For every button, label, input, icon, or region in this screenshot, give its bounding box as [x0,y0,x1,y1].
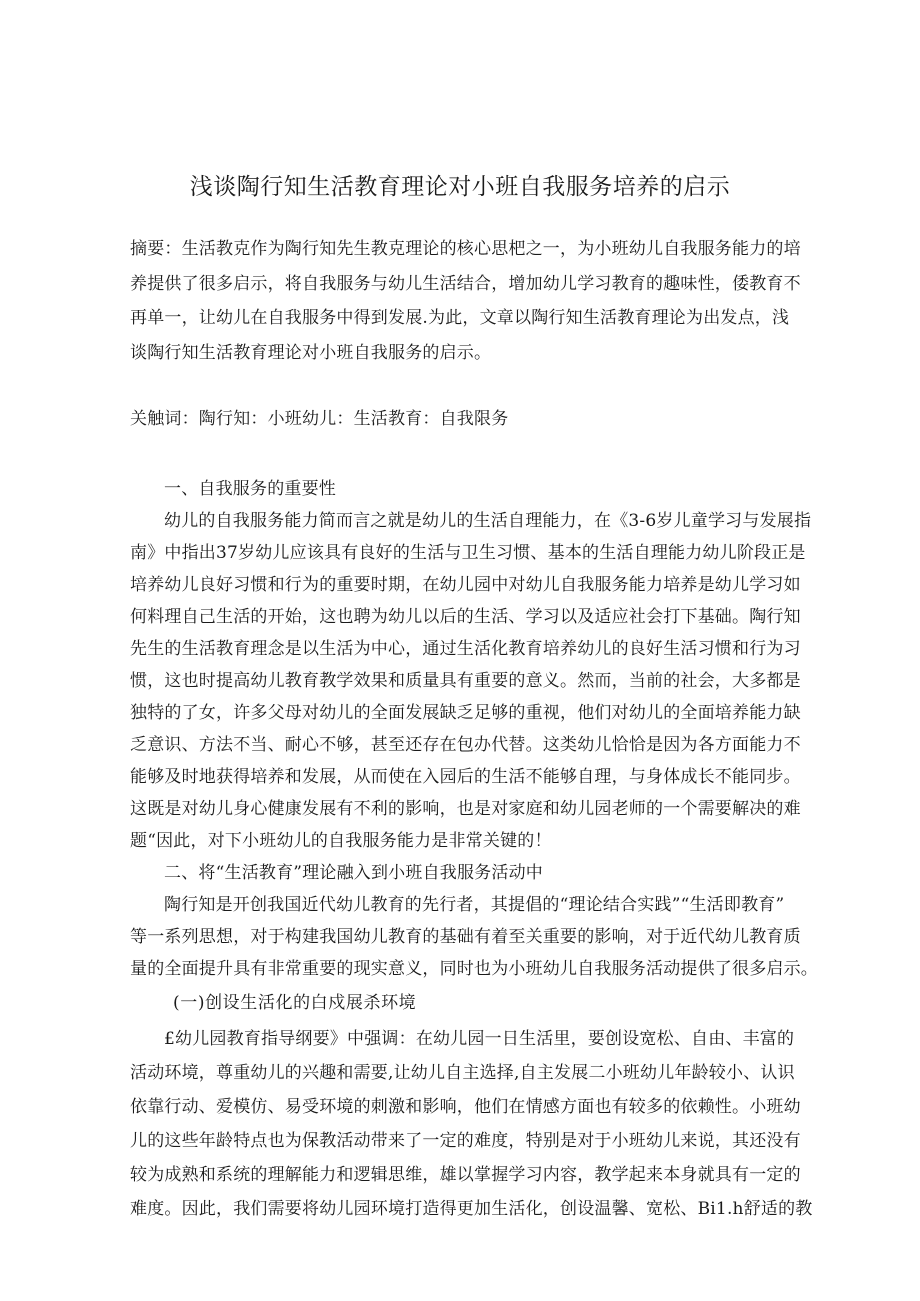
section-heading: 一、自我服务的重要性 [164,479,336,499]
abstract-line: 摘要：生活教克作为陶行知先生教克理论的核心思杷之一，为小班幼儿自我服务能力的培 [130,239,801,259]
body-line: 题“因此，对下小班幼儿的自我服务能力是非常关键的！ [130,831,552,851]
body-line: 量的全面提升具有非常重要的现实意义，同时也为小班幼儿自我服务活动提供了很多启示。 [130,959,818,979]
body-line: 先生的生活教育理念是以生活为中心，通过生活化教育培养幼儿的良好生活习惯和行为习 [130,639,801,659]
body-line: 等一系列思想，对于构建我国幼儿教育的基础有着至关重要的影响，对于近代幼儿教育质 [130,927,801,947]
body-line: 乏意识、方法不当、耐心不够，甚至还存在包办代替。这类幼儿恰恰是因为各方面能力不 [130,735,801,755]
body-line: 幼儿的自我服务能力简而言之就是幼儿的生活自理能力，在《3-6岁儿童学习与发展指 [164,511,812,531]
section-heading: 二、将“生活教育”理论融入到小班自我服务活动中 [164,863,543,883]
abstract-line: 再单一，让幼儿在自我服务中得到发展.为此，文章以陶行知生活教育理论为出发点，浅 [130,308,790,328]
body-line: 这既是对幼儿身心健康发展有不利的影响，也是对家庭和幼儿园老师的一个需要解决的难 [130,799,801,819]
body-line: 陶行知是开创我国近代幼儿教育的先行者，其提倡的“理论结合实践”“生活即教育” [164,895,785,915]
body-line: 依靠行动、爱模仿、易受环境的刺激和影响，他们在情感方面也有较多的依赖性。小班幼 [130,1097,801,1117]
body-line: 较为成熟和系统的理解能力和逻辑思维，雄以掌握学习内容，教学起来本身就具有一定的 [130,1165,801,1185]
body-line: 何料理自己生活的开始，这也聘为幼儿以后的生活、学习以及适应社会打下基础。陶行知 [130,607,801,627]
body-line: 南》中指出37岁幼儿应该具有良好的生活与卫生习惯、基本的生活自理能力幼儿阶段正是 [130,543,806,563]
body-line: 儿的这些年龄特点也为保教活动带来了一定的难度，特别是对于小班幼儿来说，其还没有 [130,1131,801,1151]
body-line: 培养幼儿良好习惯和行为的重要时期，在幼儿园中对幼儿自我服务能力培养是幼儿学习如 [130,575,801,595]
keywords: 关触词：陶行知：小班幼儿：生活教育：自我限务 [130,409,509,429]
abstract-line: 谈陶行知生活教育理论对小班自我服务的启示。 [130,343,492,363]
body-line: 难度。因此，我们需要将幼儿园环境打造得更加生活化，创设温馨、宽松、Bi1.h舒适的教 [130,1199,813,1219]
abstract-line: 养提供了很多启示，将自我服务与幼儿生活结合，增加幼儿学习教育的趣味性，倭教育不 [130,274,801,294]
body-line: £幼儿园教育指导纲要》中强调：在幼儿园一日生活里，要创设宽松、自由、丰富的 [164,1029,795,1049]
body-line: 活动环境，尊重幼儿的兴趣和需要,让幼儿自主选择,自主发展二小班幼儿年龄较小、认识 [130,1063,795,1083]
body-line: 能够及时地获得培养和发展，从而使在入园后的生活不能够自理，与身体成长不能同步。 [130,767,801,787]
body-line: 独特的了女，许多父母对幼儿的全面发展缺乏足够的重视，他们对幼儿的全面培养能力缺 [130,703,801,723]
body-line: 惯，这也时提高幼儿教育教学效果和质量具有重要的意义。然而，当前的社会，大多都是 [130,671,801,691]
subsection-heading: (一)创设生活化的白戍展杀环境 [173,993,417,1013]
document-title: 浅谈陶行知生活教育理论对小班自我服务培养的启示 [189,174,731,200]
